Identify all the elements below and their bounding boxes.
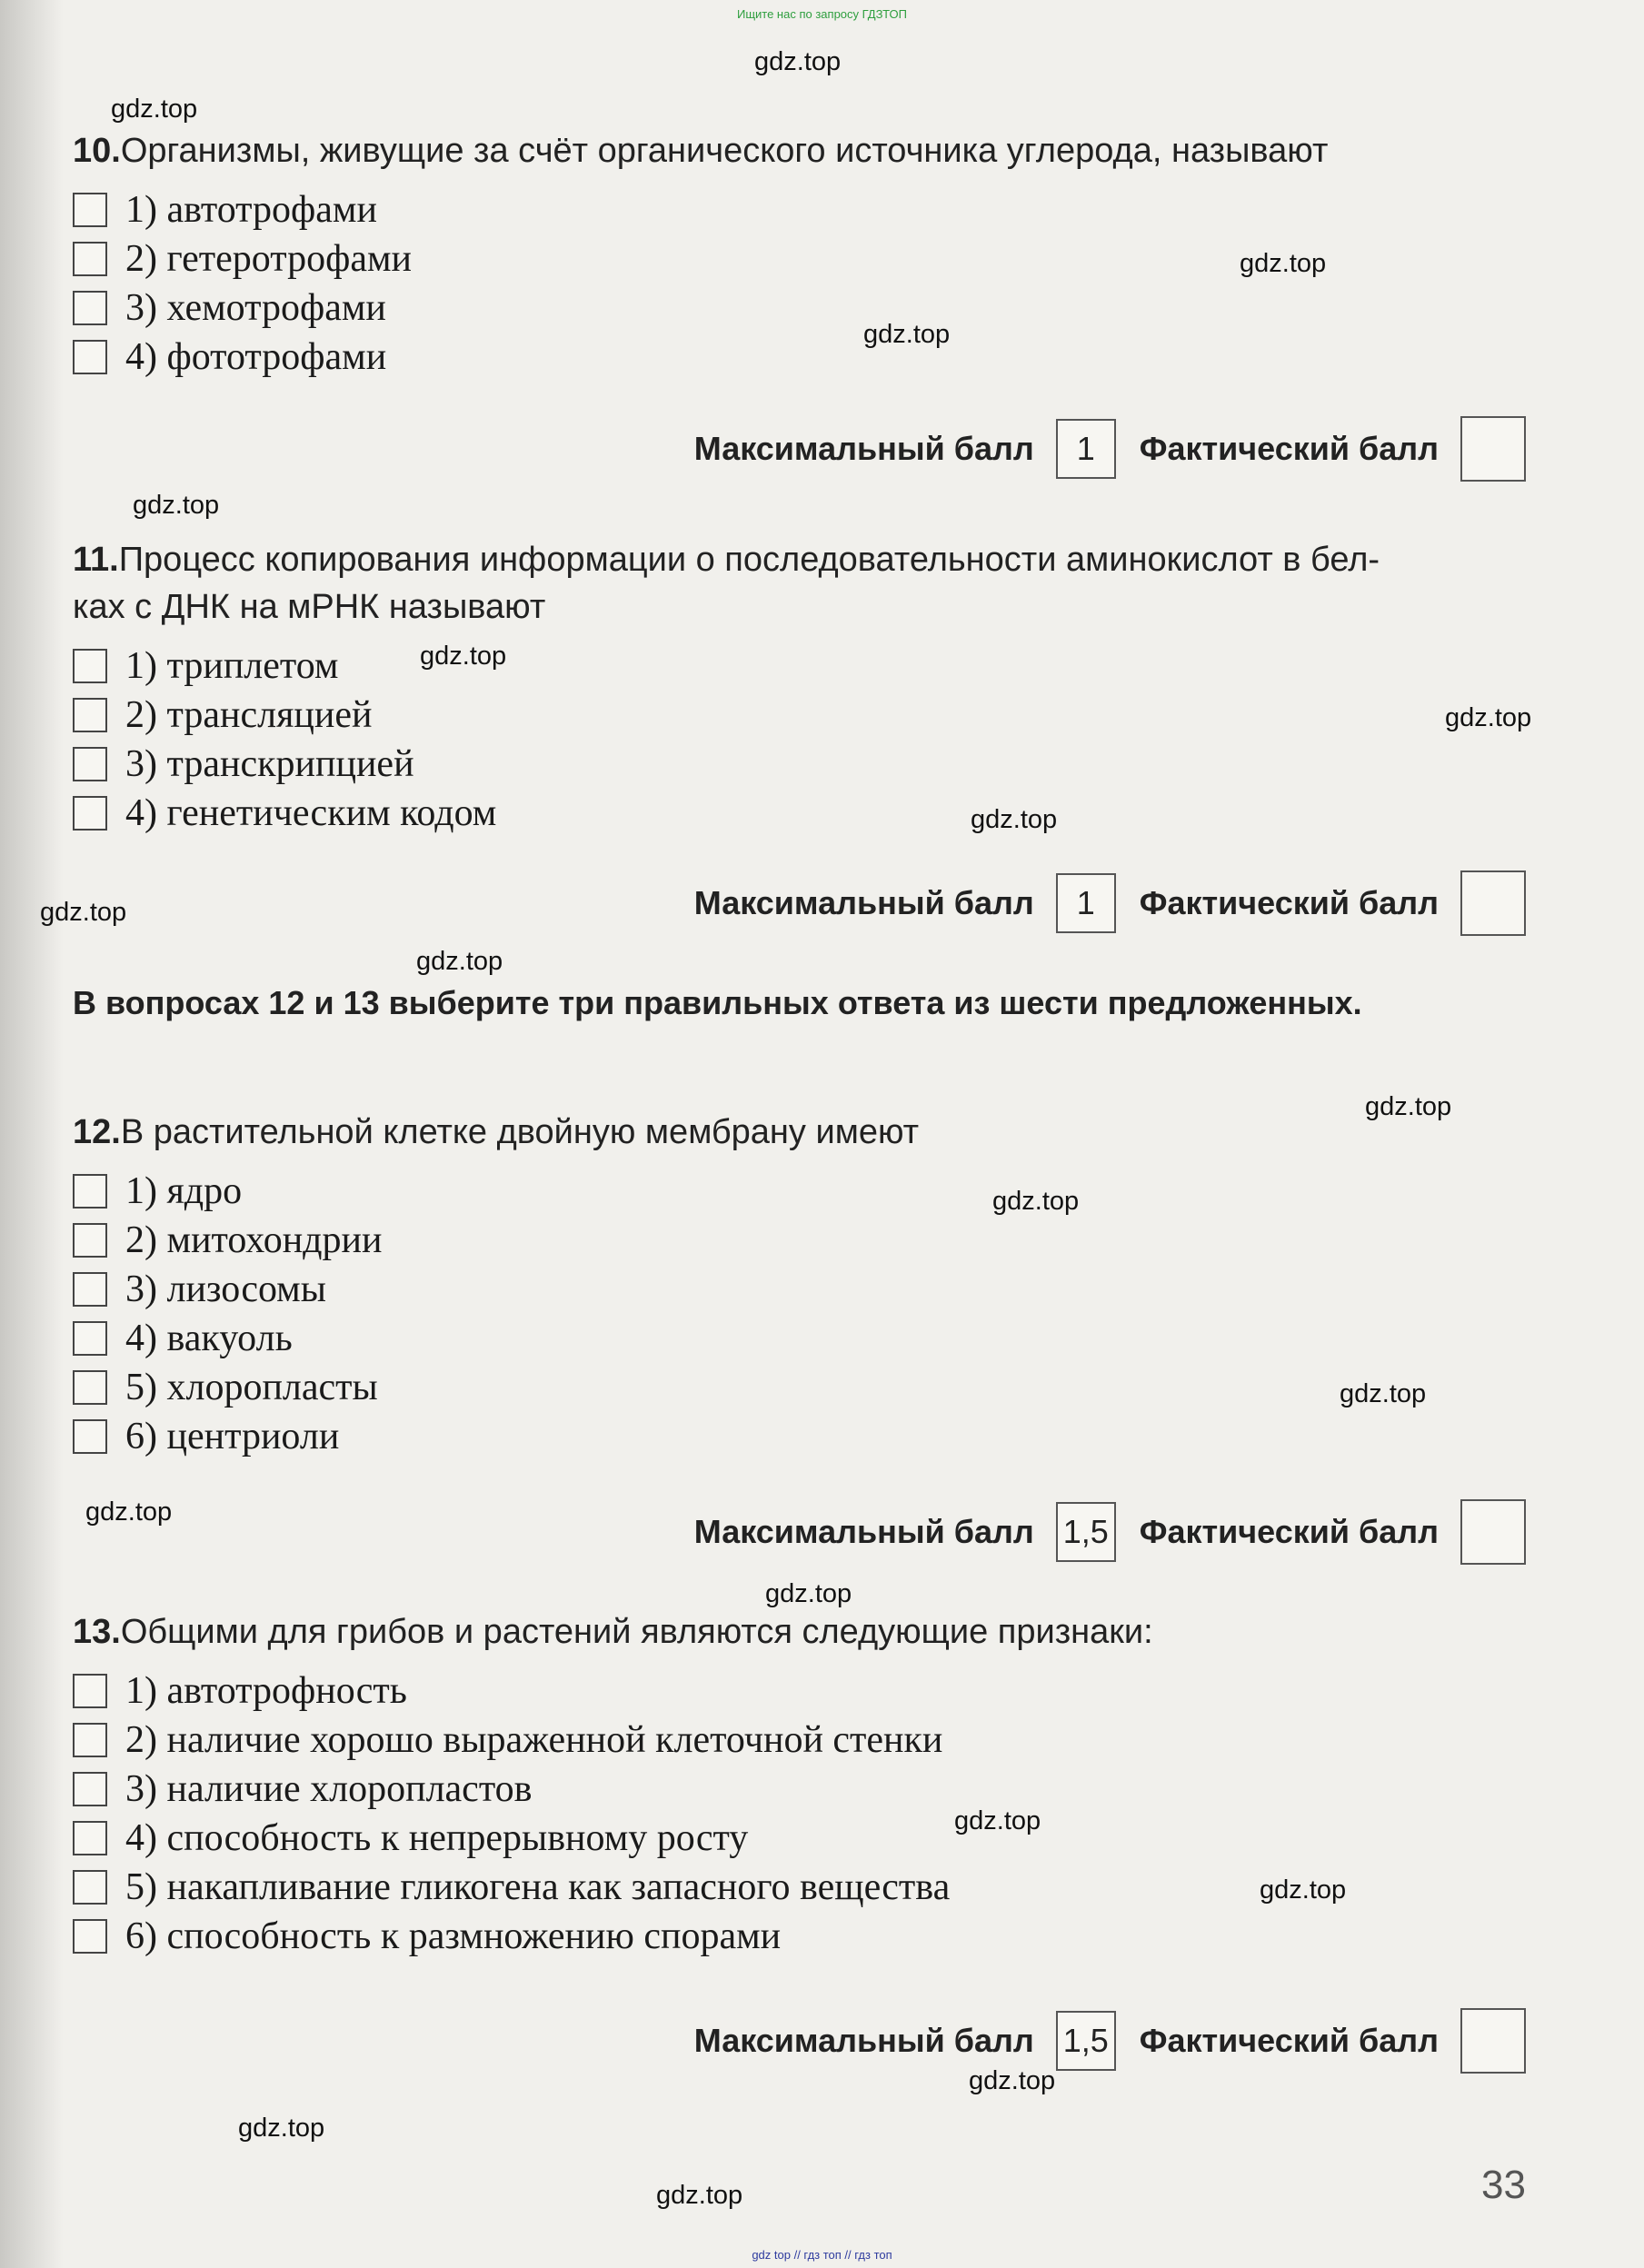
option bbox=[73, 1167, 1545, 1216]
answer-checkbox[interactable] bbox=[73, 1223, 107, 1258]
question-body-continued: ках с ДНК на мРНК называют bbox=[73, 588, 546, 626]
option bbox=[73, 691, 1545, 740]
score-row bbox=[694, 416, 1526, 482]
answer-checkbox[interactable] bbox=[73, 698, 107, 732]
answer-checkbox[interactable] bbox=[73, 1821, 107, 1855]
instruction-text: В вопросах 12 и 13 выберите три правильных ответа из шести предложенных. bbox=[73, 984, 1362, 1021]
actual-score-box[interactable] bbox=[1460, 1499, 1526, 1565]
option-label: 4) фототрофами bbox=[125, 336, 387, 378]
score-row bbox=[694, 2008, 1526, 2074]
question-body: В растительной клетке двойную мембрану имеют bbox=[120, 1113, 920, 1151]
option-label: 6) способность к размножению спорами bbox=[125, 1915, 782, 1957]
option bbox=[73, 1363, 1545, 1412]
option bbox=[73, 284, 1545, 333]
page-number: 33 bbox=[1481, 2163, 1526, 2207]
option-label: 3) хемотрофами bbox=[125, 287, 386, 329]
watermark: gdz.top bbox=[133, 491, 220, 520]
answer-checkbox[interactable] bbox=[73, 1321, 107, 1356]
question-10 bbox=[73, 127, 1545, 382]
watermark: gdz.top bbox=[1445, 703, 1532, 732]
actual-score-label: Фактический балл bbox=[1139, 1513, 1439, 1550]
question-number: 12. bbox=[73, 1113, 121, 1151]
option bbox=[73, 1666, 1545, 1716]
answer-checkbox[interactable] bbox=[73, 1919, 107, 1954]
option-label: 1) ядро bbox=[125, 1170, 243, 1212]
max-score-label: Максимальный балл bbox=[693, 2022, 1034, 2059]
option bbox=[73, 1863, 1545, 1912]
option-label: 5) хлоропласты bbox=[125, 1367, 378, 1408]
max-score-box: 1 bbox=[1056, 873, 1116, 933]
max-score-box: 1,5 bbox=[1056, 2011, 1116, 2071]
option bbox=[73, 1412, 1545, 1461]
options-list bbox=[73, 1666, 1545, 1961]
question-13 bbox=[73, 1608, 1545, 1961]
option bbox=[73, 789, 1545, 838]
answer-checkbox[interactable] bbox=[73, 747, 107, 781]
watermark: gdz.top bbox=[1340, 1379, 1427, 1408]
answer-checkbox[interactable] bbox=[73, 1174, 107, 1209]
option-label: 1) триплетом bbox=[125, 645, 339, 687]
option-label: 3) транскрипцией bbox=[125, 743, 414, 785]
answer-checkbox[interactable] bbox=[73, 1419, 107, 1454]
answer-checkbox[interactable] bbox=[73, 242, 107, 276]
actual-score-box[interactable] bbox=[1460, 416, 1526, 482]
option-label: 4) вакуоль bbox=[125, 1318, 293, 1359]
question-body: Процесс копирования информации о последовательности аминокислот в бел- bbox=[118, 541, 1380, 579]
option-label: 1) автотрофность bbox=[125, 1670, 407, 1712]
watermark: gdz.top bbox=[111, 94, 198, 124]
option-label: 2) гетеротрофами bbox=[125, 238, 413, 280]
option-label: 2) митохондрии bbox=[125, 1219, 383, 1261]
options-list bbox=[73, 185, 1545, 382]
watermark: gdz.top bbox=[40, 898, 127, 927]
option-label: 3) лизосомы bbox=[125, 1268, 326, 1310]
option-label: 1) автотрофами bbox=[125, 189, 377, 231]
question-11 bbox=[73, 536, 1545, 838]
answer-checkbox[interactable] bbox=[73, 1370, 107, 1405]
watermark: gdz.top bbox=[420, 642, 507, 671]
max-score-label: Максимальный балл bbox=[693, 430, 1034, 467]
actual-score-box[interactable] bbox=[1460, 870, 1526, 936]
answer-checkbox[interactable] bbox=[73, 340, 107, 374]
question-text bbox=[73, 127, 1545, 174]
watermark: gdz.top bbox=[863, 320, 951, 349]
watermark: gdz.top bbox=[954, 1806, 1041, 1835]
watermark: gdz.top bbox=[969, 2066, 1056, 2095]
option-label: 4) способность к непрерывному росту bbox=[125, 1817, 749, 1859]
actual-score-label: Фактический балл bbox=[1139, 2022, 1439, 2059]
watermark: gdz.top bbox=[656, 2181, 743, 2210]
option-label: 4) генетическим кодом bbox=[125, 792, 497, 834]
question-text bbox=[73, 536, 1545, 631]
max-score-label: Максимальный балл bbox=[693, 1513, 1034, 1550]
page-edge-shadow bbox=[0, 0, 64, 2268]
score-row bbox=[694, 1499, 1526, 1565]
option bbox=[73, 333, 1545, 382]
option bbox=[73, 1265, 1545, 1314]
option-label: 2) трансляцией bbox=[125, 694, 373, 736]
answer-checkbox[interactable] bbox=[73, 1772, 107, 1806]
option-label: 3) наличие хлоропластов bbox=[125, 1768, 533, 1810]
watermark: gdz.top bbox=[85, 1497, 173, 1527]
option bbox=[73, 234, 1545, 284]
answer-checkbox[interactable] bbox=[73, 291, 107, 325]
top-banner: Ищите нас по запросу ГДЗТОП bbox=[736, 7, 907, 21]
answer-checkbox[interactable] bbox=[73, 193, 107, 227]
options-list bbox=[73, 642, 1545, 838]
watermark: gdz.top bbox=[754, 47, 842, 76]
actual-score-box[interactable] bbox=[1460, 2008, 1526, 2074]
bottom-banner: gdz top // гдз топ // гдз топ bbox=[752, 2248, 892, 2262]
option-label: 5) накапливание гликогена как запасного вещества bbox=[125, 1866, 951, 1908]
question-text bbox=[73, 1608, 1545, 1656]
options-list bbox=[73, 1167, 1545, 1461]
option-label: 6) центриоли bbox=[125, 1416, 340, 1457]
watermark: gdz.top bbox=[971, 805, 1058, 834]
answer-checkbox[interactable] bbox=[73, 1272, 107, 1307]
watermark: gdz.top bbox=[416, 947, 503, 976]
question-number: 13. bbox=[73, 1613, 121, 1651]
option bbox=[73, 1814, 1545, 1863]
option bbox=[73, 1314, 1545, 1363]
watermark: gdz.top bbox=[992, 1187, 1080, 1216]
question-body: Организмы, живущие за счёт органического источника углерода, называют bbox=[120, 132, 1329, 170]
question-12 bbox=[73, 1109, 1545, 1461]
option bbox=[73, 1716, 1545, 1765]
option bbox=[73, 1765, 1545, 1814]
answer-checkbox[interactable] bbox=[73, 796, 107, 831]
option bbox=[73, 642, 1545, 691]
option-label: 2) наличие хорошо выраженной клеточной стенки bbox=[125, 1719, 943, 1761]
watermark: gdz.top bbox=[1365, 1092, 1452, 1121]
watermark: gdz.top bbox=[238, 2114, 325, 2143]
score-row bbox=[694, 870, 1526, 936]
max-score-box: 1 bbox=[1056, 419, 1116, 479]
question-number: 11. bbox=[73, 541, 119, 579]
question-body: Общими для грибов и растений являются следующие признаки: bbox=[120, 1613, 1153, 1651]
watermark: gdz.top bbox=[1260, 1875, 1347, 1905]
watermark: gdz.top bbox=[765, 1579, 852, 1608]
actual-score-label: Фактический балл bbox=[1139, 884, 1439, 921]
actual-score-label: Фактический балл bbox=[1139, 430, 1439, 467]
watermark: gdz.top bbox=[1240, 249, 1327, 278]
answer-checkbox[interactable] bbox=[73, 1674, 107, 1708]
option bbox=[73, 1912, 1545, 1961]
answer-checkbox[interactable] bbox=[73, 1870, 107, 1905]
max-score-box: 1,5 bbox=[1056, 1502, 1116, 1562]
option bbox=[73, 1216, 1545, 1265]
question-number: 10. bbox=[73, 132, 121, 170]
question-text bbox=[73, 1109, 1545, 1156]
answer-checkbox[interactable] bbox=[73, 649, 107, 683]
answer-checkbox[interactable] bbox=[73, 1723, 107, 1757]
max-score-label: Максимальный балл bbox=[693, 884, 1034, 921]
option bbox=[73, 740, 1545, 789]
option bbox=[73, 185, 1545, 234]
